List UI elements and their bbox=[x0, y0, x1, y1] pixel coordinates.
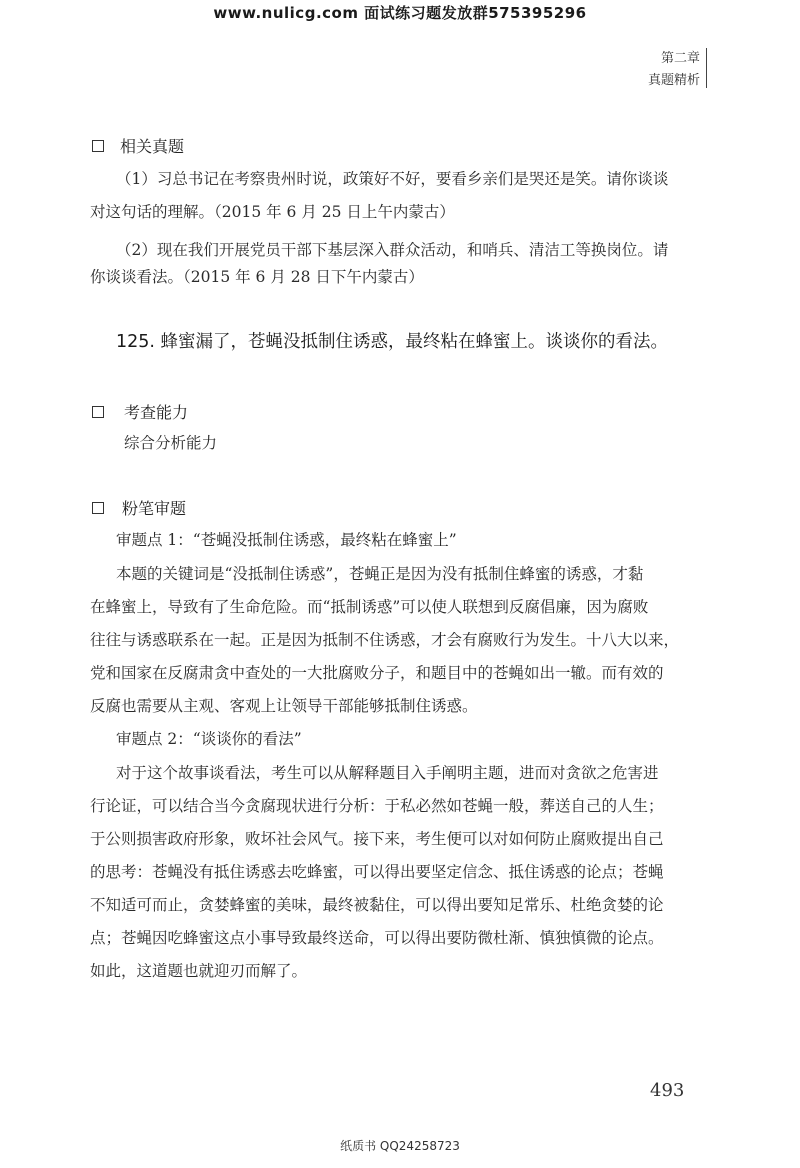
section-box-icon bbox=[92, 140, 104, 152]
section-box-icon bbox=[92, 406, 104, 418]
page-number: 493 bbox=[650, 1080, 685, 1101]
section-box-icon bbox=[92, 502, 104, 514]
ability-title: 考查能力 bbox=[124, 403, 189, 422]
analysis-line: 反腐也需要从主观、客观上让领导干部能够抵制住诱惑。 bbox=[90, 697, 478, 715]
analysis-line: 如此，这道题也就迎刃而解了。 bbox=[90, 962, 308, 980]
question-title: 125. 蜂蜜漏了，苍蝇没抵制住诱惑，最终粘在蜂蜜上。谈谈你的看法。 bbox=[116, 332, 669, 352]
analysis-line: 行论证，可以结合当今贪腐现状进行分析：于私必然如苍蝇一般，葬送自己的人生； bbox=[90, 797, 664, 815]
related-line: （2）现在我们开展党员干部下基层深入群众活动，和哨兵、清洁工等换岗位。请 bbox=[116, 241, 669, 259]
top-watermark: www.nulicg.com 面试练习题发放群575395296 bbox=[213, 4, 587, 22]
related-line: 对这句话的理解。（2015 年 6 月 25 日上午内蒙古） bbox=[90, 203, 455, 221]
footer-credit: 纸质书 QQ24258723 bbox=[340, 1139, 460, 1153]
section-label: 真题精析 bbox=[647, 73, 700, 88]
analysis-line: 于公则损害政府形象，败坏社会风气。接下来，考生便可以对如何防止腐败提出自己 bbox=[90, 830, 664, 848]
analysis-title: 粉笔审题 bbox=[122, 499, 187, 518]
related-title: 相关真题 bbox=[120, 137, 185, 156]
analysis-line: 党和国家在反腐肃贪中查处的一大批腐败分子，和题目中的苍蝇如出一辙。而有效的 bbox=[90, 664, 664, 682]
analysis-line: 点；苍蝇因吃蜂蜜这点小事导致最终送命，可以得出要防微杜渐、慎独慎微的论点。 bbox=[90, 929, 664, 947]
analysis-point: 审题点 1：“苍蝇没抵制住诱惑，最终粘在蜂蜜上” bbox=[116, 531, 457, 549]
analysis-line: 的思考：苍蝇没有抵住诱惑去吃蜂蜜，可以得出要坚定信念、抵住诱惑的论点；苍蝇 bbox=[90, 863, 664, 881]
chapter-header bbox=[648, 48, 700, 92]
analysis-line: 在蜂蜜上，导致有了生命危险。而“抵制诱惑”可以使人联想到反腐倡廉，因为腐败 bbox=[90, 598, 649, 616]
analysis-point: 审题点 2：“谈谈你的看法” bbox=[116, 730, 302, 748]
related-line: 你谈谈看法。（2015 年 6 月 28 日下午内蒙古） bbox=[90, 268, 424, 286]
analysis-line: 本题的关键词是“没抵制住诱惑”，苍蝇正是因为没有抵制住蜂蜜的诱惑，才黏 bbox=[116, 565, 644, 583]
ability-value: 综合分析能力 bbox=[124, 434, 218, 452]
analysis-line: 不知适可而止，贪婪蜂蜜的美味，最终被黏住，可以得出要知足常乐、杜绝贪婪的论 bbox=[90, 896, 664, 914]
chapter-divider bbox=[706, 48, 707, 88]
analysis-line: 往往与诱惑联系在一起。正是因为抵制不住诱惑，才会有腐败行为发生。十八大以来， bbox=[90, 631, 680, 649]
chapter-label: 第二章 bbox=[660, 51, 700, 66]
analysis-line: 对于这个故事谈看法，考生可以从解释题目入手阐明主题，进而对贪欲之危害进 bbox=[116, 764, 659, 782]
related-line: （1）习总书记在考察贵州时说，政策好不好，要看乡亲们是哭还是笑。请你谈谈 bbox=[116, 170, 669, 188]
